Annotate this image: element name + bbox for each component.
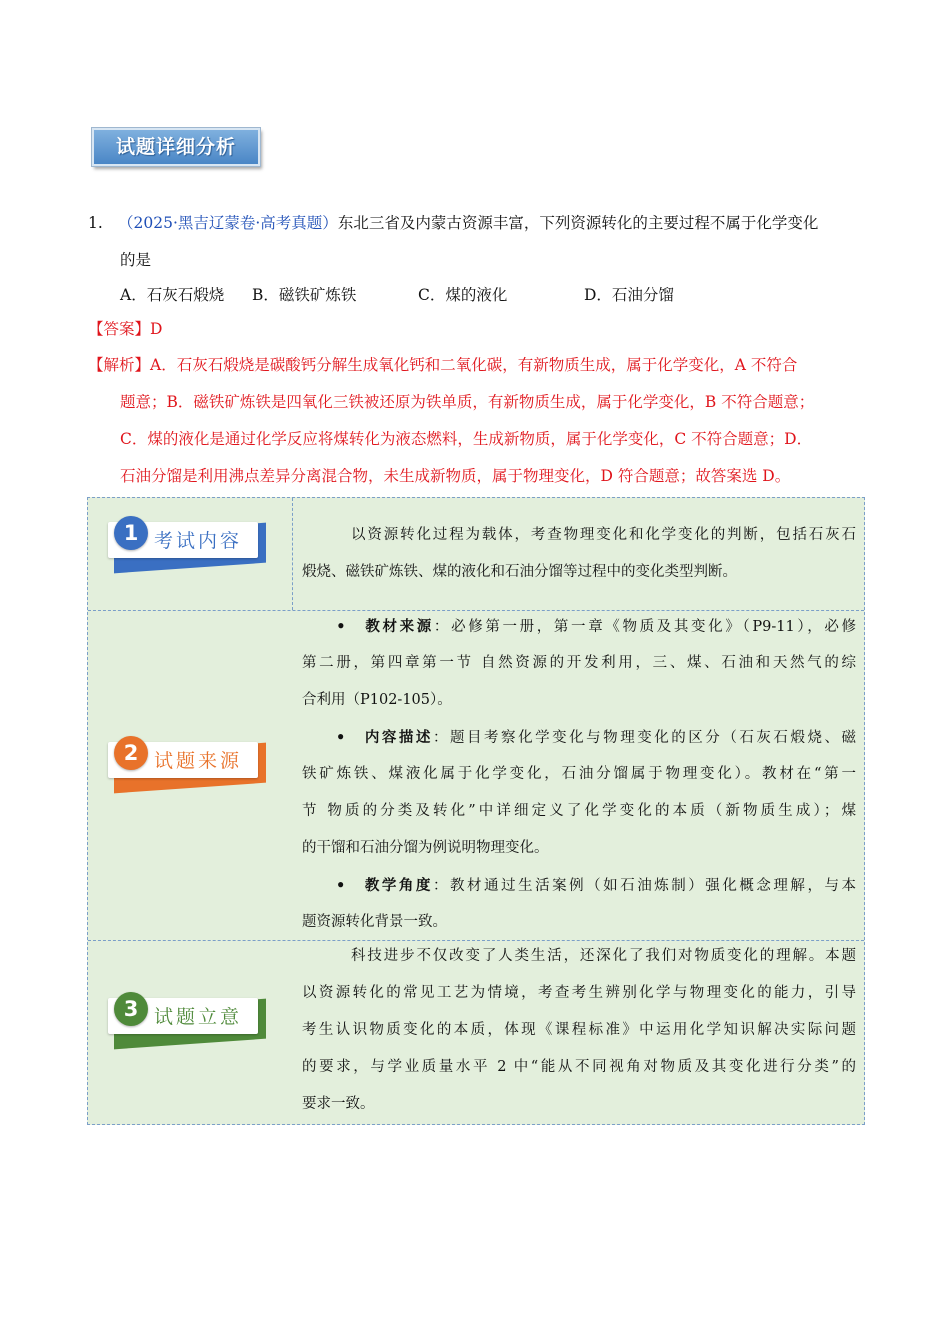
badge-label: 试题立意 (154, 1006, 243, 1028)
text-line: 煅烧、磁铁矿炼铁、煤的液化和石油分馏等过程中的变化类型判断。 (302, 564, 737, 580)
question-source: （2025·黑吉辽蒙卷·高考真题） (118, 214, 338, 232)
analysis-line-1 (88, 354, 797, 376)
text-line: 以资源转化的常见工艺为情境，考查考生辨别化学与物理变化的能力，引导 (302, 985, 856, 1001)
answer-value: D (150, 320, 163, 338)
text-line: 以资源转化过程为载体，考查物理变化和化学变化的判断，包括石灰石 (302, 527, 856, 543)
question-intent-badge (108, 994, 268, 1046)
badge-label: 试题来源 (154, 750, 243, 772)
bullet-label: 教材来源 (365, 618, 434, 635)
question-source-badge (108, 738, 268, 790)
bullet-text: ：教材通过生活案例（如石油炼制）强化概念理解，与本 (432, 878, 856, 894)
question-intent-text (302, 938, 856, 1123)
badge-number: 2 (114, 736, 148, 770)
text-line: 的干馏和石油分馏为例说明物理变化。 (302, 840, 549, 856)
text-line (302, 719, 856, 756)
analysis-table (87, 497, 865, 1125)
text-line: 考生认识物质变化的本质，体现《课程标准》中运用化学知识解决实际问题 (302, 1022, 856, 1038)
question-number: 1. (88, 214, 103, 232)
bullet-label: 教学角度 (364, 877, 433, 894)
question-stem-part1: 东北三省及内蒙古资源丰富，下列资源转化的主要过程不属于化学变化 (337, 214, 819, 232)
analysis-line-2: 题意；B．磁铁矿炼铁是四氧化三铁被还原为铁单质，有新物质生成，属于化学变化，B 不符合题意； (120, 393, 815, 411)
badge-number: 3 (114, 992, 148, 1026)
question-stem-line1 (118, 212, 818, 234)
bullet-text: ：题目考察化学变化与物理变化的区分（石灰石煅烧、磁 (432, 730, 856, 746)
option-d: D．石油分馏 (584, 286, 674, 304)
text-line: 题资源转化背景一致。 (302, 914, 447, 930)
analysis-label: 【解析】 (88, 356, 151, 374)
answer (88, 318, 162, 340)
text-line: 合利用（P102-105）。 (302, 692, 452, 708)
text-line: 节 物质的分类及转化”中详细定义了化学变化的本质（新物质生成）；煤 (302, 803, 856, 819)
answer-label: 【答案】 (88, 320, 151, 338)
text-line (302, 608, 856, 645)
analysis-line-4: 石油分馏是利用沸点差异分离混合物，未生成新物质，属于物理变化，D 符合题意；故答案选 D。 (120, 467, 791, 485)
section-title-badge: 试题详细分析 (92, 128, 260, 166)
exam-content-text (302, 517, 856, 591)
text-line: 的要求，与学业质量水平 2 中“能从不同视角对物质及其变化进行分类”的 (302, 1059, 856, 1075)
option-a: A．石灰石煅烧 (120, 286, 225, 304)
bullet-dot: • (302, 877, 365, 894)
bullet-text: ：必修第一册，第一章《物质及其变化》（P9-11），必修 (433, 619, 856, 635)
text-line (302, 867, 856, 904)
exam-content-badge (108, 518, 268, 570)
bullet-dot: • (302, 618, 366, 635)
text-line: 要求一致。 (302, 1096, 375, 1112)
analysis-line-3: C．煤的液化是通过化学反应将煤转化为液态燃料，生成新物质，属于化学变化，C 不符合题意；D． (120, 430, 813, 448)
text-line: 第二册，第四章第一节 自然资源的开发利用，三、煤、石油和天然气的综 (302, 655, 856, 671)
bullet-label: 内容描述 (364, 729, 433, 746)
option-b: B．磁铁矿炼铁 (252, 286, 357, 304)
text-line: 科技进步不仅改变了人类生活，还深化了我们对物质变化的理解。本题 (302, 948, 856, 964)
column-divider (292, 498, 293, 610)
text-line: 铁矿炼铁、煤液化属于化学变化，石油分馏属于物理变化）。教材在“第一 (302, 766, 856, 782)
option-c: C．煤的液化 (418, 286, 508, 304)
question-stem-line2: 的是 (120, 251, 152, 269)
analysis-text-1: A．石灰石煅烧是碳酸钙分解生成氧化钙和二氧化碳，有新物质生成，属于化学变化，A 不符合 (150, 356, 798, 374)
badge-number: 1 (114, 516, 148, 550)
bullet-dot: • (302, 729, 365, 746)
badge-label: 考试内容 (154, 530, 243, 552)
question-source-text (302, 608, 856, 941)
